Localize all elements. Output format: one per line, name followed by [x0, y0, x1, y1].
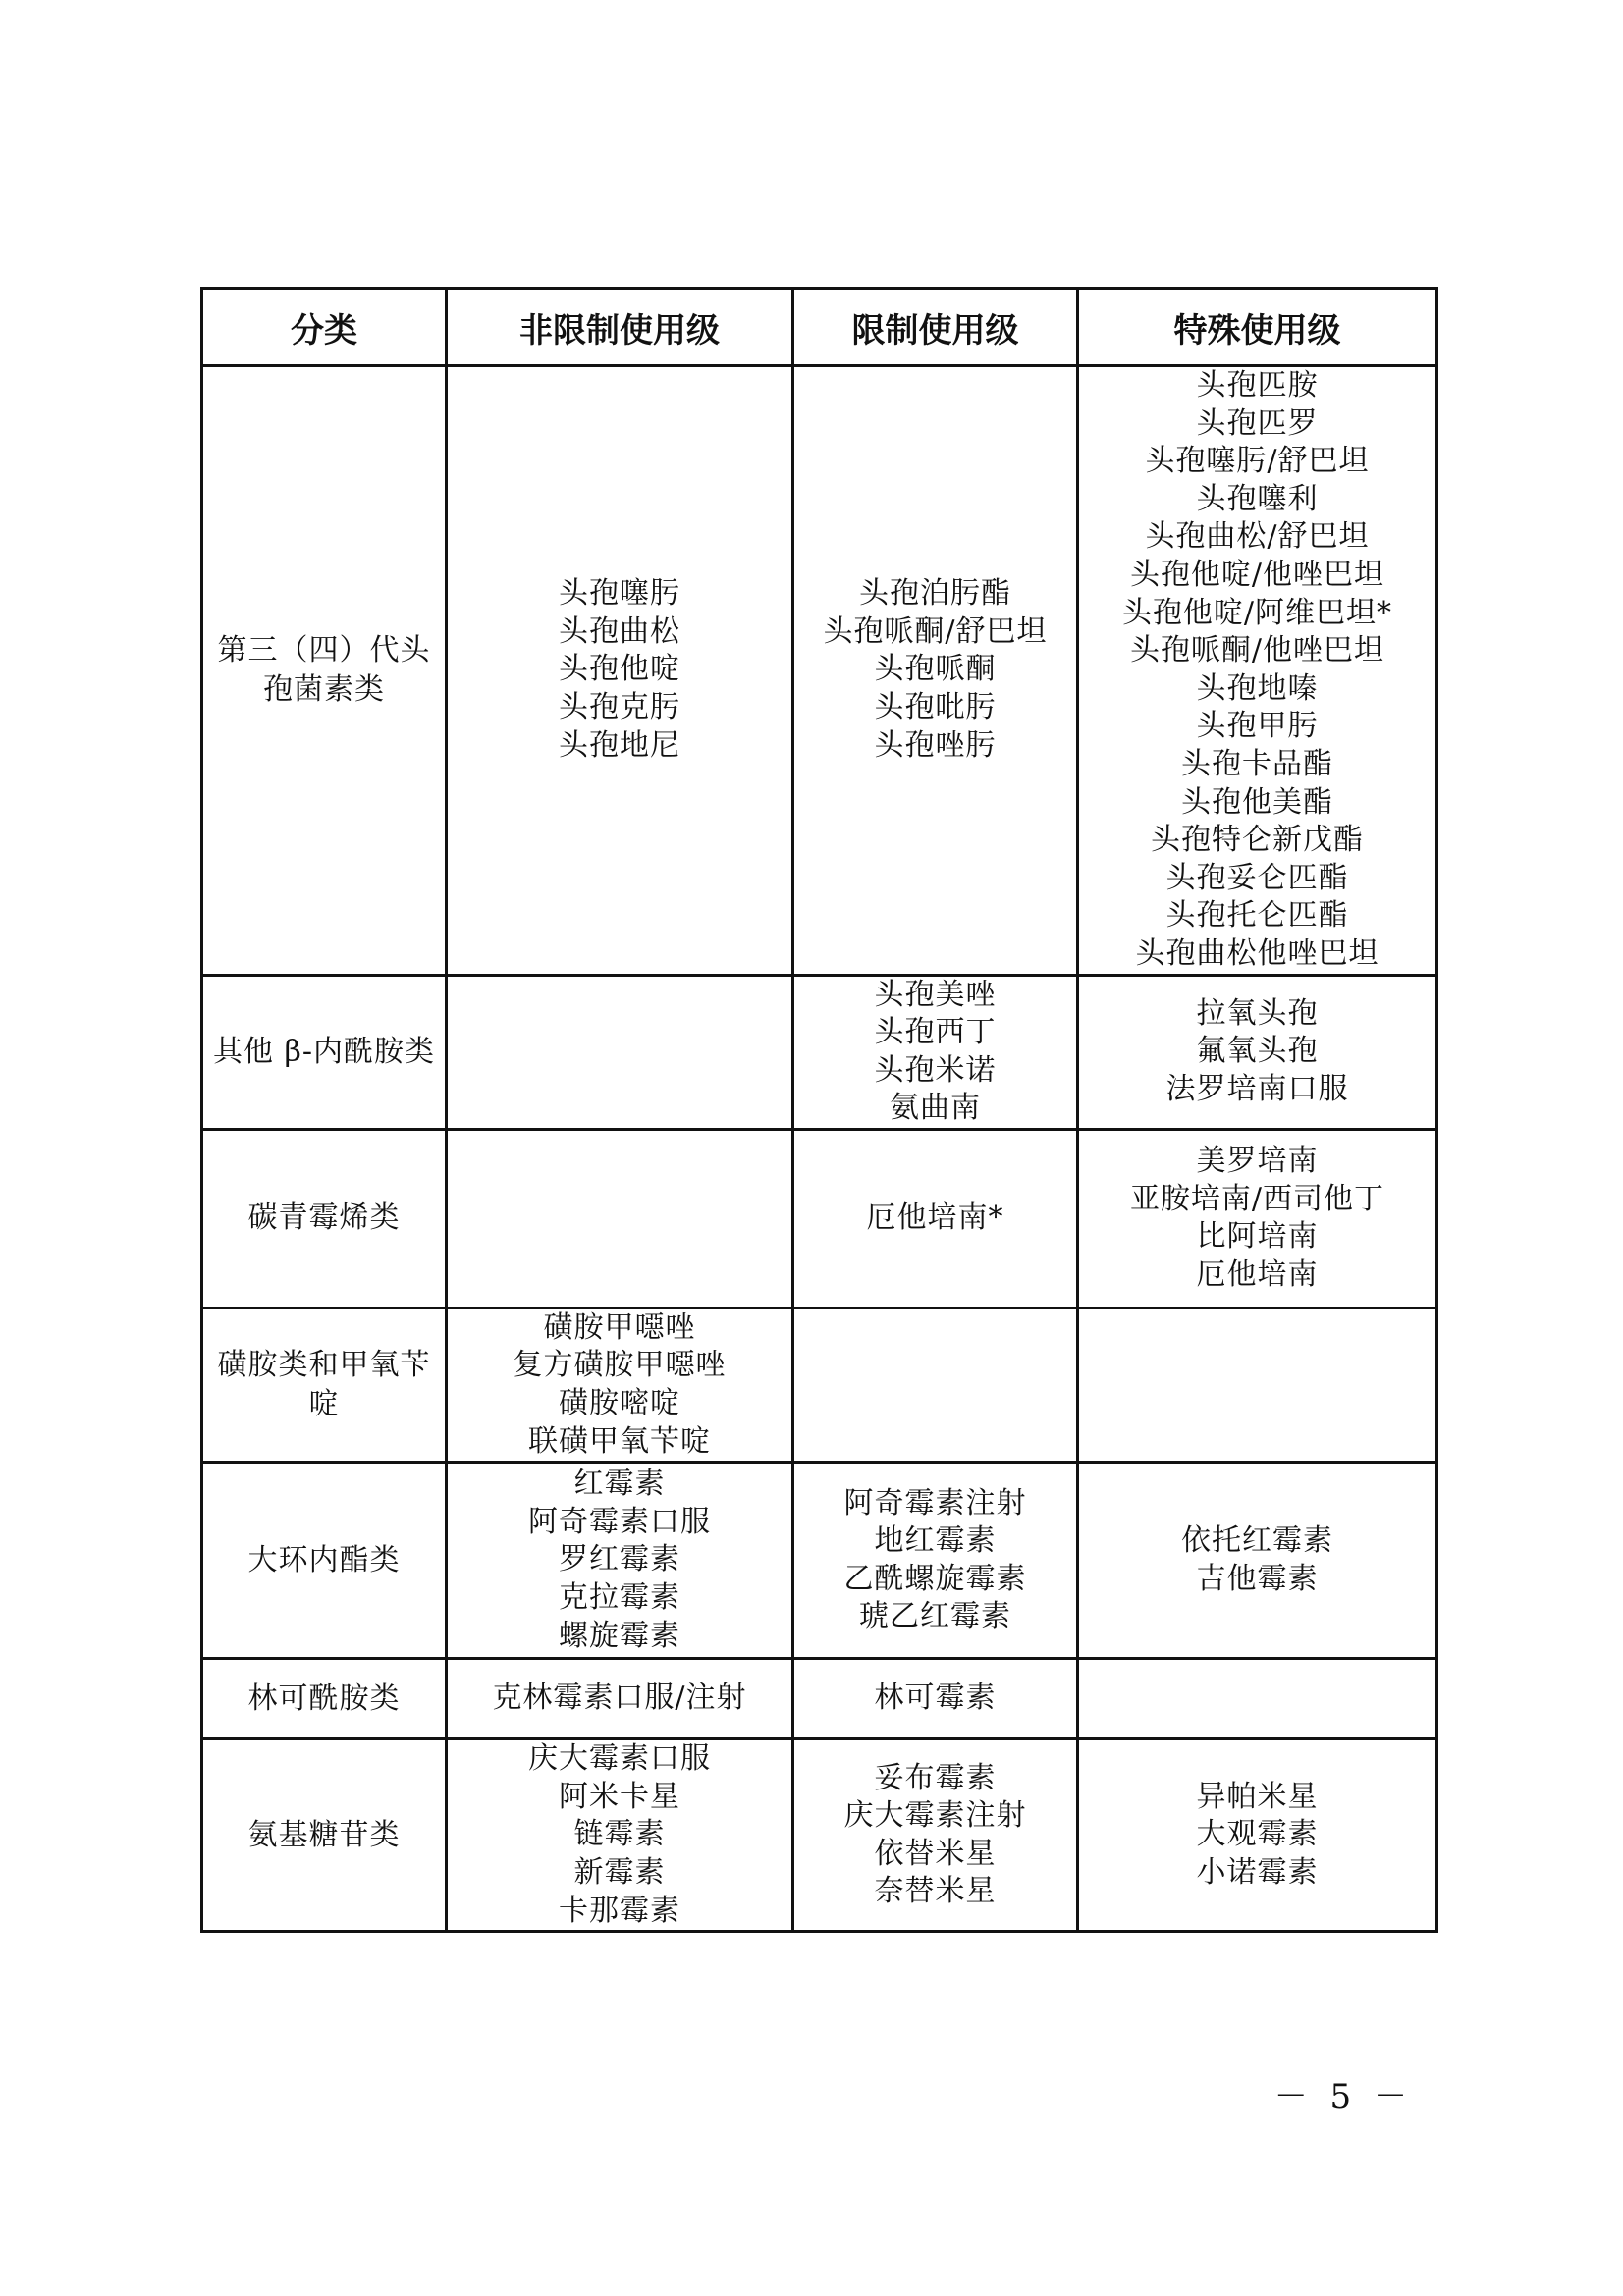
category-label: 第三（四）代头孢菌素类 [217, 632, 431, 707]
drug-name: 头孢噻利 [1196, 481, 1319, 516]
drug-name: 头孢泊肟酯 [859, 576, 1011, 612]
table-row [202, 1463, 1437, 1659]
drug-name: 阿奇霉素口服 [528, 1504, 711, 1539]
drug-name: 氟氧头孢 [1196, 1034, 1319, 1069]
table-row [202, 1129, 1437, 1308]
drug-name: 链霉素 [573, 1817, 666, 1852]
restricted-drug-list [798, 1760, 1072, 1911]
restricted-cell [793, 975, 1078, 1129]
drug-name: 头孢噻肟/舒巴坦 [1145, 444, 1370, 479]
category-cell [202, 975, 447, 1129]
category-label: 林可酰胺类 [247, 1681, 401, 1716]
drug-name: 小诺霉素 [1196, 1855, 1319, 1891]
special-cell [1078, 366, 1437, 976]
drug-name: 头孢匹罗 [1196, 405, 1319, 441]
category-cell [202, 1308, 447, 1462]
restricted-cell [793, 366, 1078, 976]
drug-name: 头孢地尼 [559, 727, 680, 763]
special-cell [1078, 975, 1437, 1129]
drug-name: 琥乙红霉素 [859, 1599, 1011, 1634]
drug-name: 复方磺胺甲噁唑 [513, 1348, 727, 1383]
restricted-cell [793, 1659, 1078, 1739]
category-label: 氨基糖苷类 [247, 1817, 401, 1852]
antibiotic-classification-table [200, 287, 1438, 1933]
drug-name: 厄他培南 [1196, 1256, 1319, 1292]
drug-name: 头孢克肟 [559, 690, 680, 725]
drug-name: 阿奇霉素注射 [843, 1485, 1027, 1521]
unrestricted-drug-list [452, 1740, 787, 1930]
table-header [202, 289, 1437, 366]
drug-name: 头孢吡肟 [874, 690, 997, 725]
drug-name: 头孢甲肟 [1196, 709, 1319, 744]
restricted-cell [793, 1308, 1078, 1462]
drug-name: 美罗培南 [1196, 1144, 1319, 1179]
unrestricted-cell [447, 1129, 793, 1308]
drug-name: 头孢西丁 [874, 1015, 997, 1050]
unrestricted-drug-list [452, 575, 787, 765]
unrestricted-cell [447, 1463, 793, 1659]
unrestricted-cell [447, 1739, 793, 1932]
drug-name: 庆大霉素口服 [528, 1741, 711, 1777]
drug-name: 头孢他啶/阿维巴坦* [1121, 595, 1393, 630]
table-row [202, 1739, 1437, 1932]
drug-name: 头孢唑肟 [874, 727, 997, 763]
drug-name: 新霉素 [573, 1855, 666, 1891]
drug-name: 头孢米诺 [874, 1052, 997, 1088]
table-body [202, 366, 1437, 1932]
drug-name: 氨曲南 [890, 1091, 981, 1126]
special-cell [1078, 1739, 1437, 1932]
drug-name: 拉氧头孢 [1196, 995, 1319, 1031]
category-cell [202, 1659, 447, 1739]
category-label: 碳青霉烯类 [247, 1201, 401, 1236]
drug-name: 头孢托仑匹酯 [1165, 898, 1349, 934]
drug-name: 依替米星 [874, 1836, 997, 1871]
drug-name: 头孢他美酯 [1181, 784, 1333, 820]
drug-name: 林可霉素 [874, 1681, 997, 1716]
drug-name: 头孢地嗪 [1196, 670, 1319, 706]
drug-name: 奈替米星 [874, 1874, 997, 1909]
table-row [202, 1308, 1437, 1462]
drug-name: 头孢卡品酯 [1181, 746, 1333, 781]
table-row [202, 366, 1437, 976]
category-label: 磺胺类和甲氧苄啶 [217, 1348, 431, 1422]
drug-name: 卡那霉素 [559, 1893, 680, 1928]
drug-name: 依托红霉素 [1181, 1523, 1333, 1559]
drug-name: 头孢曲松 [559, 614, 680, 649]
special-drug-list [1083, 1779, 1432, 1893]
restricted-cell [793, 1739, 1078, 1932]
restricted-cell [793, 1129, 1078, 1308]
header-row [202, 289, 1437, 366]
drug-name: 头孢妥仑匹酯 [1165, 860, 1349, 895]
drug-name: 头孢美唑 [874, 977, 997, 1012]
restricted-drug-list [798, 977, 1072, 1128]
header-unrestricted: 非限制使用级 [447, 289, 793, 366]
drug-name: 妥布霉素 [874, 1760, 997, 1795]
drug-name: 克拉霉素 [559, 1580, 680, 1616]
special-drug-list [1083, 995, 1432, 1109]
special-cell [1078, 1129, 1437, 1308]
drug-name: 克林霉素口服/注射 [492, 1681, 747, 1716]
drug-name: 吉他霉素 [1196, 1561, 1319, 1596]
restricted-drug-list [798, 575, 1072, 765]
drug-name: 亚胺培南/西司他丁 [1129, 1181, 1385, 1216]
special-cell [1078, 1308, 1437, 1462]
drug-name: 头孢曲松他唑巴坦 [1135, 935, 1380, 971]
drug-name: 头孢哌酮 [874, 652, 997, 687]
category-cell [202, 1129, 447, 1308]
table-row [202, 975, 1437, 1129]
drug-name: 螺旋霉素 [559, 1618, 680, 1653]
unrestricted-cell [447, 1659, 793, 1739]
drug-name: 磺胺甲噁唑 [543, 1309, 696, 1345]
unrestricted-cell [447, 1308, 793, 1462]
special-drug-list [1083, 1522, 1432, 1598]
header-restricted: 限制使用级 [793, 289, 1078, 366]
drug-name: 联磺甲氧苄啶 [528, 1423, 711, 1459]
drug-name: 红霉素 [573, 1467, 666, 1502]
unrestricted-drug-list [452, 1309, 787, 1461]
drug-name: 头孢他啶 [559, 652, 680, 687]
drug-name: 阿米卡星 [559, 1779, 680, 1814]
special-drug-list [1083, 1143, 1432, 1294]
header-special: 特殊使用级 [1078, 289, 1437, 366]
category-label: 大环内酯类 [247, 1542, 401, 1577]
table-row [202, 1659, 1437, 1739]
drug-name: 头孢匹胺 [1196, 368, 1319, 402]
category-cell [202, 1739, 447, 1932]
drug-name: 头孢曲松/舒巴坦 [1145, 519, 1370, 555]
unrestricted-drug-list [452, 1466, 787, 1655]
drug-name: 地红霉素 [874, 1523, 997, 1559]
drug-name: 庆大霉素注射 [843, 1798, 1027, 1834]
page-number: － 5 － [1273, 2077, 1413, 2116]
drug-name: 磺胺嘧啶 [559, 1386, 680, 1421]
category-cell [202, 366, 447, 976]
special-cell [1078, 1659, 1437, 1739]
category-cell [202, 1463, 447, 1659]
drug-name: 大观霉素 [1196, 1817, 1319, 1852]
restricted-drug-list [798, 1680, 1072, 1718]
drug-name: 头孢特仑新戊酯 [1151, 823, 1364, 858]
unrestricted-cell [447, 975, 793, 1129]
drug-name: 头孢哌酮/舒巴坦 [823, 614, 1048, 649]
header-category: 分类 [202, 289, 447, 366]
special-drug-list [1083, 367, 1432, 974]
drug-name: 头孢他啶/他唑巴坦 [1129, 557, 1385, 592]
drug-name: 异帕米星 [1196, 1779, 1319, 1814]
category-label: 其他 β-内酰胺类 [212, 1034, 436, 1069]
drug-name: 头孢噻肟 [559, 576, 680, 612]
drug-name: 乙酰螺旋霉素 [843, 1561, 1027, 1596]
special-cell [1078, 1463, 1437, 1659]
restricted-drug-list [798, 1485, 1072, 1636]
unrestricted-cell [447, 366, 793, 976]
drug-name: 法罗培南口服 [1165, 1071, 1349, 1106]
drug-name: 罗红霉素 [559, 1542, 680, 1577]
unrestricted-drug-list [452, 1680, 787, 1718]
drug-name: 比阿培南 [1196, 1219, 1319, 1255]
restricted-cell [793, 1463, 1078, 1659]
restricted-drug-list [798, 1200, 1072, 1238]
drug-name: 厄他培南* [866, 1201, 1004, 1236]
drug-name: 头孢哌酮/他唑巴坦 [1129, 633, 1385, 668]
